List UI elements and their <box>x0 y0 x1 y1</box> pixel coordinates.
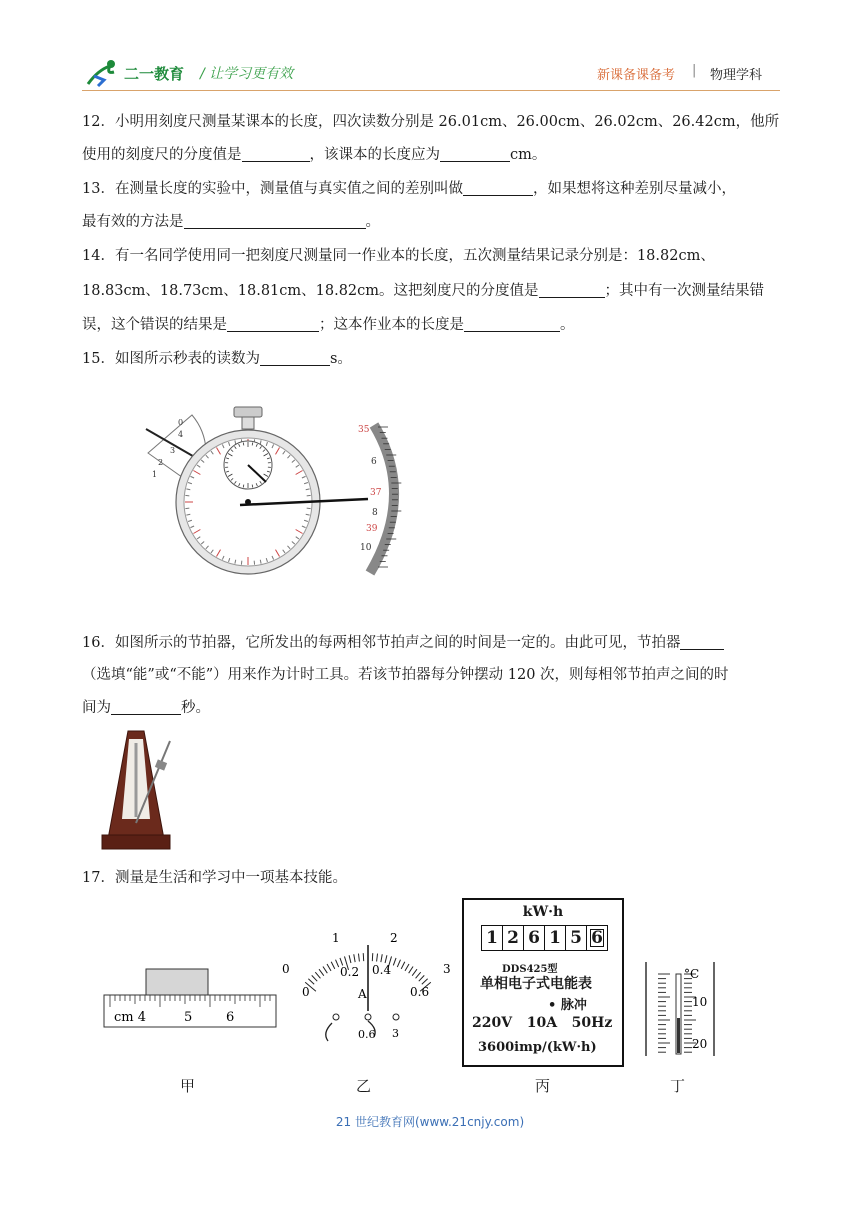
q16-text-a: 16．如图所示的节拍器，它所发出的每两相邻节拍声之间的时间是一定的。由此可见，节拍器 <box>82 635 681 651</box>
meter-digit: 2 <box>503 926 524 950</box>
ammeter-tick <box>381 954 382 962</box>
ammeter-tick <box>422 979 428 984</box>
question-14-line3 <box>82 315 575 335</box>
slogan: / 让学习更有效 <box>200 66 294 82</box>
meter-imp: 3600imp/(kW·h) <box>478 1040 597 1055</box>
q16-blank-2[interactable] <box>111 698 181 715</box>
energy-meter <box>462 898 624 1067</box>
small-dial-label-3: 3 <box>170 446 176 455</box>
fig-label-ding: 丁 <box>670 1077 686 1095</box>
metronome-base <box>102 835 170 849</box>
ammeter-tick <box>354 954 355 962</box>
question-14-line1: 14．有一名同学使用同一把刻度尺测量同一作业本的长度，五次测量结果记录分别是：18.82cm、 <box>82 248 715 264</box>
scale-label-37: 37 <box>370 488 382 498</box>
ammeter-tick <box>308 979 314 984</box>
ammeter-tick <box>401 962 405 969</box>
q14-blank-1[interactable] <box>539 281 605 298</box>
ammeter-figure <box>276 925 461 1045</box>
ammeter-tick <box>397 960 400 967</box>
ammeter-tick <box>323 966 327 973</box>
ammeter-terminal-3 <box>393 1014 399 1020</box>
meter-model: DDS425型 <box>502 964 558 975</box>
meter-digit: 6 <box>524 926 545 950</box>
q15-text-b: s。 <box>329 351 352 367</box>
header-separator: | <box>692 63 697 78</box>
q12-text-c: cm。 <box>510 147 547 163</box>
thermometer-liquid <box>677 1018 680 1053</box>
ammeter-top-1: 1 <box>332 931 340 945</box>
ammeter-tick <box>416 972 421 978</box>
ammeter-tick <box>405 964 409 971</box>
ammeter-tick <box>419 975 424 981</box>
thermometer-label-10: 10 <box>692 995 708 1009</box>
meter-digit: 1 <box>482 926 503 950</box>
ammeter-tick <box>409 966 413 973</box>
scale-label-6: 6 <box>371 457 377 467</box>
runner-logo-icon <box>84 58 124 88</box>
thermometer-label-20: 20 <box>692 1037 708 1051</box>
q14-text-d: ；这本作业本的长度是 <box>319 317 464 333</box>
ammeter-terminal-06 <box>365 1014 371 1020</box>
stopwatch-figure <box>140 405 420 580</box>
ammeter-bottom-0-2: 0.2 <box>340 965 360 979</box>
q14-text-b: ；其中有一次测量结果错 <box>604 283 765 299</box>
ammeter-tick <box>349 955 351 963</box>
q13-text-c: 最有效的方法是 <box>82 214 184 230</box>
ammeter-bottom-0-4: 0.4 <box>372 963 392 977</box>
q15-blank[interactable] <box>260 349 330 366</box>
q14-blank-2[interactable] <box>227 315 319 332</box>
question-16-line3 <box>82 698 210 718</box>
scale-label-10: 10 <box>360 543 372 553</box>
scale-label-8: 8 <box>372 508 378 518</box>
small-dial-label-1: 1 <box>152 470 158 479</box>
q13-blank-2[interactable] <box>184 212 366 229</box>
metronome-figure <box>98 727 180 852</box>
q14-text-e: 。 <box>560 317 575 333</box>
q12-blank-1[interactable] <box>242 145 310 162</box>
q13-text-a: 13．在测量长度的实验中，测量值与真实值之间的差别叫做 <box>82 181 463 197</box>
ruler-label-cm4: cm 4 <box>114 1010 147 1025</box>
q13-text-b: ，如果想将这种差别尽量减小， <box>532 181 736 197</box>
scale-label-39: 39 <box>366 524 378 534</box>
question-13-line1 <box>82 179 736 199</box>
q16-text-c: 秒。 <box>181 700 210 716</box>
measured-block <box>146 969 208 995</box>
header-divider <box>82 90 780 91</box>
ammeter-tick <box>393 958 396 966</box>
fig-label-jia: 甲 <box>180 1077 196 1095</box>
q12-text-a: 使用的刻度尺的分度值是 <box>82 147 242 163</box>
ammeter-tick <box>336 960 339 967</box>
question-12-line1: 12．小明用刻度尺测量某课本的长度，四次读数分别是 26.01cm、26.00cm、26.02cm、26.42cm，他所 <box>82 114 780 130</box>
ammeter-tick <box>385 955 387 963</box>
thermometer-figure <box>640 960 720 1060</box>
footer: 21 世纪教育网(www.21cnjy.com) <box>335 1115 525 1129</box>
scale-label-35: 35 <box>358 425 370 435</box>
stopwatch-center-pin <box>245 499 251 505</box>
ammeter-bottom-0: 0 <box>302 985 310 999</box>
meter-spec: 220V 10A 50Hz <box>472 1015 613 1031</box>
question-15 <box>82 349 352 369</box>
q13-blank-1[interactable] <box>463 179 533 196</box>
question-13-line2 <box>82 212 380 232</box>
meter-unit: kW·h <box>522 904 564 920</box>
ammeter-tick <box>319 969 324 975</box>
q12-text-b: ，该课本的长度应为 <box>309 147 440 163</box>
q16-blank-1[interactable] <box>680 633 724 650</box>
meter-name: 单相电子式电能表 <box>480 976 592 992</box>
ammeter-top-0: 0 <box>282 962 290 976</box>
question-12-line2 <box>82 145 546 165</box>
ammeter-top-2: 2 <box>390 931 398 945</box>
logo-text: 二一教育 <box>124 65 185 83</box>
ammeter-unit: A <box>358 987 367 1001</box>
ruler-label-6: 6 <box>226 1010 235 1025</box>
ammeter-terminal-label-3: 3 <box>392 1027 399 1040</box>
meter-digit: 5 <box>566 926 587 950</box>
ruler-label-5: 5 <box>184 1010 193 1025</box>
ammeter-terminal-neg <box>333 1014 339 1020</box>
ammeter-wire-1 <box>326 1023 332 1041</box>
ruler-figure <box>100 965 280 1031</box>
thermometer-unit: °C <box>684 967 700 981</box>
q12-blank-2[interactable] <box>440 145 510 162</box>
ammeter-tick <box>412 969 417 975</box>
meter-digit-display <box>481 925 608 951</box>
q14-text-a: 18.83cm、18.73cm、18.81cm、18.82cm。这把刻度尺的分度值是 <box>82 283 539 299</box>
question-14-line2 <box>82 281 764 301</box>
q13-text-d: 。 <box>365 214 380 230</box>
stopwatch-stem <box>242 417 254 429</box>
scale-magnifier-band <box>370 425 394 573</box>
ammeter-tick <box>312 975 317 981</box>
q14-text-c: 误，这个错误的结果是 <box>82 317 227 333</box>
ammeter-top-3: 3 <box>443 962 451 976</box>
ammeter-tick <box>327 964 331 971</box>
stopwatch-crown <box>234 407 262 417</box>
q16-text-b: 间为 <box>82 700 111 716</box>
q15-text-a: 15．如图所示秒表的读数为 <box>82 351 260 367</box>
ammeter-bottom-0-6: 0.6 <box>410 985 430 999</box>
header-subject: 物理学科 <box>710 68 763 83</box>
meter-digit: 1 <box>545 926 566 950</box>
meter-pulse: • 脉冲 <box>548 998 587 1013</box>
q14-blank-3[interactable] <box>464 315 560 332</box>
ammeter-tick <box>315 972 320 978</box>
header-course: 新课备课备考 <box>597 68 676 83</box>
small-dial-label-4: 4 <box>178 430 184 439</box>
question-16-line2: （选填“能”或“不能”）用来作为计时工具。若该节拍器每分钟摆动 120 次，则每相邻节拍声之间的时 <box>82 667 729 683</box>
small-dial-label-0: 0 <box>178 418 184 427</box>
fig-label-bing: 丙 <box>535 1077 551 1095</box>
meter-digit: 6 <box>587 926 607 950</box>
ammeter-terminal-label-06: 0.6 <box>358 1028 376 1041</box>
question-16-line1 <box>82 633 724 653</box>
ammeter-tick <box>358 954 359 962</box>
question-17: 17．测量是生活和学习中一项基本技能。 <box>82 870 347 886</box>
ammeter-tick <box>331 962 335 969</box>
ammeter-tick <box>377 954 378 962</box>
metronome-weight <box>155 759 167 770</box>
fig-label-yi: 乙 <box>356 1077 372 1095</box>
small-dial-label-2: 2 <box>158 458 164 467</box>
